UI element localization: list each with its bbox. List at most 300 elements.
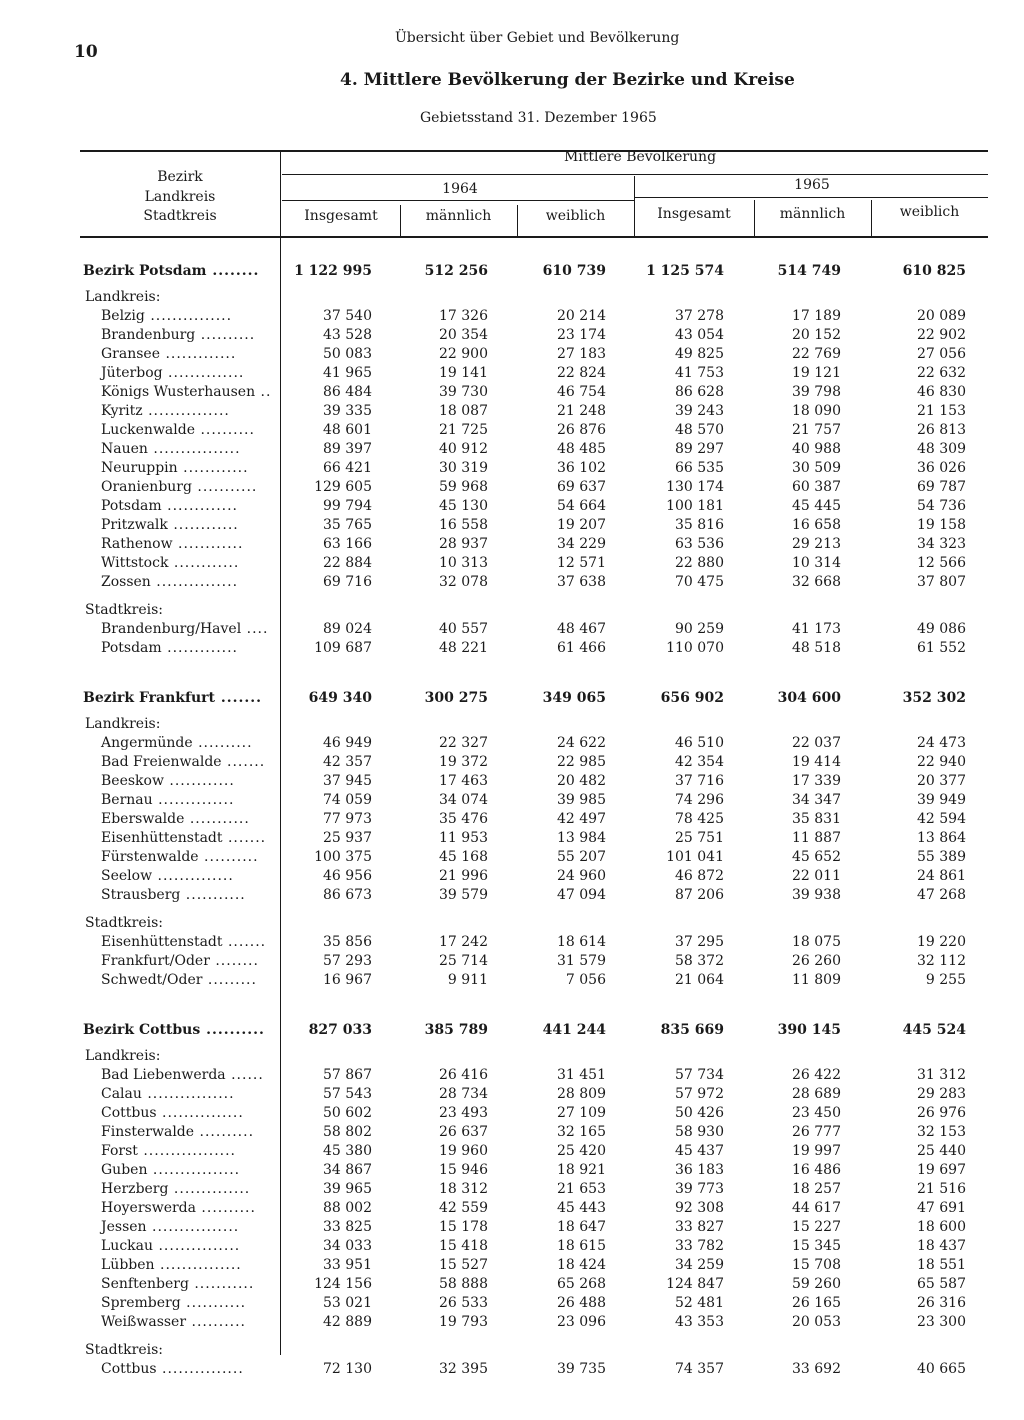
row-label [101,933,266,952]
table-row [0,791,1024,810]
cell-weiblich-1965: 26 976 [917,1105,966,1121]
category-row [0,288,1024,307]
cell-weiblich-1965: 19 158 [917,517,966,533]
table-row [0,1066,1024,1085]
cell-insgesamt-1965: 43 054 [675,327,724,343]
leader-dots: .............. [152,868,234,884]
cell-insgesamt-1964: 89 024 [323,621,372,637]
cell-maennlich-1965: 48 518 [792,640,841,656]
cell-insgesamt-1965: 45 437 [675,1143,724,1159]
cell-maennlich-1964: 300 275 [424,690,488,706]
cell-insgesamt-1964: 57 543 [323,1086,372,1102]
row-label-text: Schwedt/Oder [101,972,203,988]
row-label [101,326,255,345]
cell-insgesamt-1964: 72 130 [323,1361,372,1377]
cell-weiblich-1965: 18 551 [917,1257,966,1273]
cell-insgesamt-1965: 110 070 [666,640,724,656]
cell-maennlich-1965: 35 831 [792,811,841,827]
cell-weiblich-1965: 48 309 [917,441,966,457]
cell-insgesamt-1964: 129 605 [314,479,372,495]
cell-insgesamt-1965: 33 782 [675,1238,724,1254]
cell-weiblich-1964: 39 735 [557,1361,606,1377]
table-row [0,1104,1024,1123]
cell-maennlich-1964: 28 937 [439,536,488,552]
cell-insgesamt-1964: 50 083 [323,346,372,362]
cell-weiblich-1965: 352 302 [902,690,966,706]
cell-maennlich-1964: 17 463 [439,773,488,789]
row-label [101,810,250,829]
cell-weiblich-1964: 25 420 [557,1143,606,1159]
cell-weiblich-1965: 46 830 [917,384,966,400]
cell-insgesamt-1965: 74 357 [675,1361,724,1377]
cell-maennlich-1965: 20 152 [792,327,841,343]
row-label [83,1021,265,1040]
cell-weiblich-1964: 36 102 [557,460,606,476]
cell-insgesamt-1964: 58 802 [323,1124,372,1140]
cell-insgesamt-1964: 39 965 [323,1181,372,1197]
cell-insgesamt-1965: 1 125 574 [646,263,724,279]
cell-insgesamt-1965: 57 972 [675,1086,724,1102]
category-row [0,914,1024,933]
cell-insgesamt-1964: 43 528 [323,327,372,343]
row-label-text: Stadtkreis: [85,1342,163,1358]
cell-maennlich-1964: 45 168 [439,849,488,865]
cell-maennlich-1965: 33 692 [792,1361,841,1377]
row-label-text: Hoyerswerda [101,1200,196,1216]
cell-weiblich-1965: 21 516 [917,1181,966,1197]
category-label [85,288,160,307]
row-label-text: Potsdam [101,498,162,514]
row-label-text: Beeskow [101,773,164,789]
cell-insgesamt-1964: 37 540 [323,308,372,324]
cell-maennlich-1964: 32 395 [439,1361,488,1377]
cell-insgesamt-1964: 48 601 [323,422,372,438]
row-label [101,307,232,326]
cell-weiblich-1965: 47 691 [917,1200,966,1216]
cell-insgesamt-1964: 33 825 [323,1219,372,1235]
leader-dots: .......... [192,735,253,751]
cell-weiblich-1965: 40 665 [917,1361,966,1377]
leader-dots: ............... [154,1257,242,1273]
cell-maennlich-1964: 15 527 [439,1257,488,1273]
cell-weiblich-1964: 349 065 [542,690,606,706]
cell-insgesamt-1965: 70 475 [675,574,724,590]
cell-weiblich-1964: 22 824 [557,365,606,381]
row-label-text: Wittstock [101,555,169,571]
row-label-text: Seelow [101,868,153,884]
cell-weiblich-1965: 23 300 [917,1314,966,1330]
cell-maennlich-1964: 21 996 [439,868,488,884]
table-row [0,421,1024,440]
cell-weiblich-1964: 20 214 [557,308,606,324]
cell-weiblich-1964: 45 443 [557,1200,606,1216]
row-label [101,383,271,402]
row-label [101,402,230,421]
cell-weiblich-1964: 28 809 [557,1086,606,1102]
cell-maennlich-1965: 17 189 [792,308,841,324]
leader-dots: .......... [200,1022,265,1038]
cell-weiblich-1964: 21 248 [557,403,606,419]
cell-insgesamt-1965: 39 243 [675,403,724,419]
cell-insgesamt-1965: 130 174 [666,479,724,495]
row-label-text: Jüterbog [101,365,163,381]
cell-weiblich-1965: 18 600 [917,1219,966,1235]
cell-maennlich-1965: 19 121 [792,365,841,381]
cell-insgesamt-1964: 57 293 [323,953,372,969]
category-label [85,715,160,734]
cell-weiblich-1965: 445 524 [902,1022,966,1038]
cell-insgesamt-1965: 90 259 [675,621,724,637]
group-header: Mittlere Bevölkerung [563,149,717,165]
page-number: 10 [74,42,98,62]
cell-maennlich-1965: 39 798 [792,384,841,400]
leader-dots: .......... [195,1200,256,1216]
cell-insgesamt-1965: 41 753 [675,365,724,381]
cell-weiblich-1964: 48 467 [557,621,606,637]
row-label [101,459,249,478]
cell-weiblich-1965: 37 807 [917,574,966,590]
cell-weiblich-1965: 610 825 [902,263,966,279]
cell-insgesamt-1964: 22 884 [323,555,372,571]
row-label-text: Herzberg [101,1181,169,1197]
cell-maennlich-1964: 11 953 [439,830,488,846]
row-label [101,639,238,658]
cell-maennlich-1964: 25 714 [439,953,488,969]
leader-dots: ........... [180,1295,247,1311]
row-label [101,620,268,639]
row-label [101,1360,244,1379]
row-label-text: Bezirk Potsdam [83,263,207,279]
row-label [83,262,259,281]
row-label-text: Landkreis: [85,716,161,732]
table-row [0,829,1024,848]
row-label-text: Angermünde [101,735,193,751]
row-label-text: Luckenwalde [101,422,195,438]
cell-maennlich-1964: 23 493 [439,1105,488,1121]
cell-insgesamt-1965: 42 354 [675,754,724,770]
cell-maennlich-1965: 390 145 [777,1022,841,1038]
cell-weiblich-1965: 32 153 [917,1124,966,1140]
cell-maennlich-1964: 45 130 [439,498,488,514]
leader-dots: ............ [168,555,240,571]
cell-maennlich-1965: 41 173 [792,621,841,637]
cell-maennlich-1964: 40 912 [439,441,488,457]
cell-insgesamt-1965: 52 481 [675,1295,724,1311]
table-row [0,1161,1024,1180]
cell-insgesamt-1965: 49 825 [675,346,724,362]
cell-weiblich-1964: 21 653 [557,1181,606,1197]
cell-insgesamt-1964: 35 856 [323,934,372,950]
category-label [85,1047,160,1066]
cell-maennlich-1965: 60 387 [792,479,841,495]
table-row [0,639,1024,658]
cell-insgesamt-1965: 34 259 [675,1257,724,1273]
table-row [0,497,1024,516]
cell-insgesamt-1965: 86 628 [675,384,724,400]
cell-insgesamt-1964: 46 949 [323,735,372,751]
cell-maennlich-1965: 514 749 [777,263,841,279]
leader-dots: ............. [161,640,238,656]
cell-weiblich-1964: 20 482 [557,773,606,789]
cell-insgesamt-1965: 25 751 [675,830,724,846]
cell-weiblich-1964: 18 921 [557,1162,606,1178]
table-row [0,753,1024,772]
cell-insgesamt-1964: 89 397 [323,441,372,457]
cell-insgesamt-1965: 57 734 [675,1067,724,1083]
cell-insgesamt-1964: 1 122 995 [294,263,372,279]
table-row [0,326,1024,345]
cell-maennlich-1965: 59 260 [792,1276,841,1292]
cell-weiblich-1965: 32 112 [917,953,966,969]
cell-insgesamt-1964: 827 033 [308,1022,372,1038]
row-label [101,1275,254,1294]
cell-weiblich-1965: 39 949 [917,792,966,808]
row-label-text: Bernau [101,792,153,808]
row-label [101,1313,246,1332]
row-label [101,867,234,886]
cell-insgesamt-1964: 16 967 [323,972,372,988]
cell-maennlich-1964: 15 418 [439,1238,488,1254]
row-label [101,535,243,554]
cell-weiblich-1965: 29 283 [917,1086,966,1102]
row-label-text: Senftenberg [101,1276,189,1292]
leader-dots: ................ [147,1162,241,1178]
category-label [85,601,163,620]
row-label-text: Gransee [101,346,160,362]
cell-insgesamt-1964: 35 765 [323,517,372,533]
cell-weiblich-1965: 47 268 [917,887,966,903]
cell-weiblich-1964: 27 183 [557,346,606,362]
cell-insgesamt-1965: 35 816 [675,517,724,533]
cell-insgesamt-1965: 46 510 [675,735,724,751]
cell-maennlich-1965: 16 486 [792,1162,841,1178]
cell-maennlich-1965: 18 075 [792,934,841,950]
cell-maennlich-1964: 19 141 [439,365,488,381]
cell-weiblich-1965: 20 089 [917,308,966,324]
cell-weiblich-1964: 26 488 [557,1295,606,1311]
category-row [0,601,1024,620]
cell-insgesamt-1964: 99 794 [323,498,372,514]
table-row [0,933,1024,952]
row-label-text: Forst [101,1143,138,1159]
cell-maennlich-1964: 28 734 [439,1086,488,1102]
cell-weiblich-1964: 18 424 [557,1257,606,1273]
cell-insgesamt-1964: 42 357 [323,754,372,770]
cell-insgesamt-1964: 42 889 [323,1314,372,1330]
table-row [0,1256,1024,1275]
row-label [101,497,238,516]
cell-maennlich-1964: 19 960 [439,1143,488,1159]
cell-maennlich-1965: 304 600 [777,690,841,706]
cell-maennlich-1964: 58 888 [439,1276,488,1292]
leader-dots: .. [255,384,272,400]
table-row [0,1294,1024,1313]
cell-weiblich-1964: 18 647 [557,1219,606,1235]
cell-weiblich-1964: 12 571 [557,555,606,571]
table-row [0,867,1024,886]
table-row [0,952,1024,971]
leader-dots: ............... [156,1105,244,1121]
table-row [0,1123,1024,1142]
cell-maennlich-1964: 26 533 [439,1295,488,1311]
table-row [0,402,1024,421]
row-label-text: Bad Liebenwerda [101,1067,226,1083]
cell-maennlich-1964: 9 911 [447,972,488,988]
table-row [0,440,1024,459]
row-label-text: Spremberg [101,1295,181,1311]
cell-weiblich-1965: 24 861 [917,868,966,884]
cell-weiblich-1965: 36 026 [917,460,966,476]
cell-weiblich-1965: 20 377 [917,773,966,789]
leader-dots: ............... [156,1361,244,1377]
cell-insgesamt-1964: 53 021 [323,1295,372,1311]
cell-maennlich-1965: 40 988 [792,441,841,457]
cell-weiblich-1964: 69 637 [557,479,606,495]
row-label-text: Guben [101,1162,148,1178]
leader-dots: ............ [172,536,244,552]
cell-insgesamt-1964: 66 421 [323,460,372,476]
leader-dots: .... [241,621,269,637]
cell-insgesamt-1965: 100 181 [666,498,724,514]
cell-insgesamt-1964: 86 484 [323,384,372,400]
cell-weiblich-1965: 24 473 [917,735,966,751]
row-label-text: Finsterwalde [101,1124,195,1140]
cell-weiblich-1964: 610 739 [542,263,606,279]
leader-dots: ........ [206,263,260,279]
cell-maennlich-1964: 59 968 [439,479,488,495]
cell-weiblich-1965: 69 787 [917,479,966,495]
row-label [101,848,259,867]
row-label-text: Brandenburg/Havel [101,621,242,637]
bezirk-row [0,262,1024,281]
col-header-weiblich-1965: weiblich [899,204,960,220]
row-label-text: Calau [101,1086,142,1102]
leader-dots: ............ [163,773,235,789]
table-row [0,383,1024,402]
row-label-text: Königs Wusterhausen [101,384,256,400]
row-label-text: Stadtkreis: [85,915,163,931]
cell-insgesamt-1964: 88 002 [323,1200,372,1216]
cell-maennlich-1965: 39 938 [792,887,841,903]
cell-insgesamt-1965: 656 902 [660,690,724,706]
cell-weiblich-1964: 18 614 [557,934,606,950]
row-label-text: Eberswalde [101,811,185,827]
cell-insgesamt-1964: 45 380 [323,1143,372,1159]
cell-maennlich-1964: 16 558 [439,517,488,533]
cell-insgesamt-1965: 58 930 [675,1124,724,1140]
cell-weiblich-1964: 23 174 [557,327,606,343]
cell-insgesamt-1964: 63 166 [323,536,372,552]
cell-maennlich-1965: 15 708 [792,1257,841,1273]
cell-weiblich-1965: 61 552 [917,640,966,656]
cell-weiblich-1965: 19 220 [917,934,966,950]
stub-header-bezirk: Bezirk [157,169,203,185]
cell-weiblich-1964: 47 094 [557,887,606,903]
row-label [101,1180,250,1199]
cell-maennlich-1964: 34 074 [439,792,488,808]
cell-maennlich-1965: 26 422 [792,1067,841,1083]
row-label-text: Oranienburg [101,479,192,495]
row-label [101,516,239,535]
cell-insgesamt-1965: 43 353 [675,1314,724,1330]
row-label-text: Eisenhüttenstadt [101,934,223,950]
leader-dots: ........ [209,953,259,969]
cell-maennlich-1965: 15 227 [792,1219,841,1235]
cell-maennlich-1964: 26 416 [439,1067,488,1083]
cell-maennlich-1964: 17 242 [439,934,488,950]
cell-weiblich-1964: 46 754 [557,384,606,400]
leader-dots: .......... [195,422,255,438]
cell-maennlich-1965: 32 668 [792,574,841,590]
row-label [101,886,246,905]
cell-insgesamt-1964: 46 956 [323,868,372,884]
cell-insgesamt-1965: 39 773 [675,1181,724,1197]
row-label-text: Rathenow [101,536,173,552]
cell-maennlich-1964: 512 256 [424,263,488,279]
year-header-1964: 1964 [442,181,478,197]
row-label-text: Jessen [101,1219,147,1235]
table-row [0,1199,1024,1218]
cell-insgesamt-1965: 36 183 [675,1162,724,1178]
cell-weiblich-1965: 65 587 [917,1276,966,1292]
leader-dots: ............... [153,1238,241,1254]
cell-weiblich-1964: 22 985 [557,754,606,770]
cell-insgesamt-1965: 37 295 [675,934,724,950]
cell-insgesamt-1964: 77 973 [323,811,372,827]
cell-insgesamt-1965: 50 426 [675,1105,724,1121]
cell-insgesamt-1965: 37 278 [675,308,724,324]
cell-insgesamt-1965: 74 296 [675,792,724,808]
cell-insgesamt-1965: 835 669 [660,1022,724,1038]
cell-insgesamt-1965: 46 872 [675,868,724,884]
cell-weiblich-1964: 7 056 [565,972,606,988]
cell-maennlich-1965: 45 445 [792,498,841,514]
cell-weiblich-1965: 22 940 [917,754,966,770]
row-label-text: Bezirk Frankfurt [83,690,216,706]
leader-dots: ....... [215,690,263,706]
cell-weiblich-1965: 22 902 [917,327,966,343]
leader-dots: .......... [186,1314,246,1330]
cell-maennlich-1965: 20 053 [792,1314,841,1330]
row-label [101,1237,240,1256]
table-row [0,364,1024,383]
row-label [101,1104,244,1123]
cell-insgesamt-1964: 39 335 [323,403,372,419]
stub-header-landkreis: Landkreis [144,188,216,205]
cell-weiblich-1964: 23 096 [557,1314,606,1330]
cell-insgesamt-1964: 34 033 [323,1238,372,1254]
cell-insgesamt-1964: 649 340 [308,690,372,706]
cell-insgesamt-1964: 74 059 [323,792,372,808]
cell-maennlich-1964: 26 637 [439,1124,488,1140]
leader-dots: .............. [162,365,245,381]
col-header-maennlich-1964: männlich [425,208,492,224]
cell-weiblich-1964: 24 622 [557,735,606,751]
row-label [101,573,238,592]
cell-maennlich-1965: 26 165 [792,1295,841,1311]
cell-weiblich-1964: 18 615 [557,1238,606,1254]
category-row [0,1341,1024,1360]
cell-insgesamt-1965: 89 297 [675,441,724,457]
row-label-text: Landkreis: [85,289,161,305]
row-label [101,1066,264,1085]
leader-dots: .......... [195,327,256,343]
cell-maennlich-1965: 18 090 [792,403,841,419]
cell-insgesamt-1964: 100 375 [314,849,372,865]
leader-dots: ........... [191,479,258,495]
row-label [83,689,262,708]
cell-weiblich-1965: 22 632 [917,365,966,381]
